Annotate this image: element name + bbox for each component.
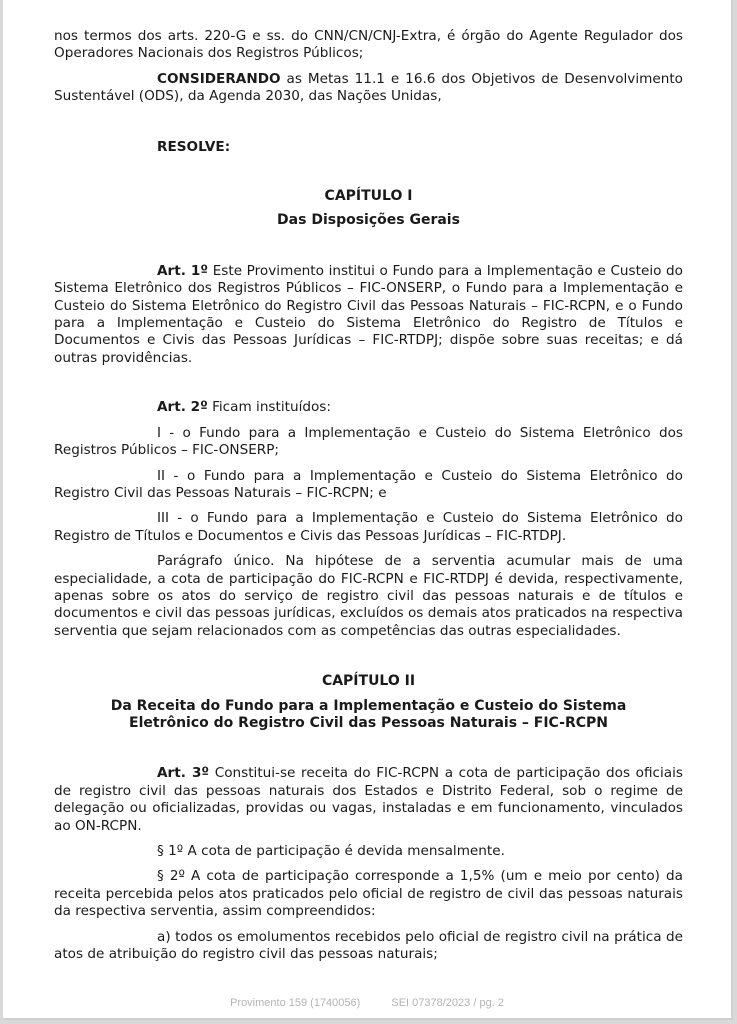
art3-text: Constitui-se receita do FIC-RCPN a cota de participação dos oficiais de registro civil das pessoas naturais dos Estados e Distrito Federal, sob o regime de delegação ou oficializadas, providas ou vagas, instaladas e em funcionamento, vinculados ao ON-RCPN. [54,765,684,834]
art3-paragraph [54,765,683,835]
art3-item-a: a) todos os emolumentos recebidos pelo oficial de registro civil na prática de atos de atribuição do registro civil das pessoas naturais; [54,928,683,963]
chapter1-subtitle: Das Disposições Gerais [277,212,460,229]
page-footer [3,997,731,1009]
art3-label: Art. 3º [157,765,210,782]
art1-label: Art. 1º [157,262,209,279]
footer-doc-ref: Provimento 159 (1740056) [230,997,361,1009]
art2-item-2: II - o Fundo para a Implementação e Custeio do Sistema Eletrônico do Registro Civil das Pessoas Naturais – FIC-RCPN; e [54,467,683,501]
intro-paragraph: nos termos dos arts. 220-G e ss. do CNN/CN/CNJ-Extra, é órgão do Agente Regulador dos Operadores Nacionais dos Registros Públicos; [54,28,683,62]
chapter1-title: CAPÍTULO I [324,188,413,205]
art2-label: Art. 2º [157,399,208,416]
footer-sei-ref: SEI 07378/2023 / pg. 2 [391,997,504,1009]
art2-paragraph [54,399,683,416]
considerando-text: as Metas 11.1 e 16.6 dos Objetivos de Desenvolvimento Sustentável (ODS), da Agenda 2030, das Nações Unidas, [54,70,683,105]
document-body [54,28,683,963]
art3-paragraph-2: § 2º A cota de participação corresponde a 1,5% (um e meio por cento) da receita percebida pelos atos praticados pelo oficial de registro de civil das pessoas naturais da respectiva serventia, assim compreendidos: [54,868,683,920]
art1-paragraph [54,263,683,367]
art2-item-3: III - o Fundo para a Implementação e Custeio do Sistema Eletrônico do Registro de Títulos e Documentos e Civis das Pessoas Jurídicas – FIC-RTDPJ. [54,510,683,544]
chapter2-subtitle-line2: Eletrônico do Registro Civil das Pessoas Naturais – FIC-RCPN [129,714,608,731]
art1-text: Este Provimento institui o Fundo para a Implementação e Custeio do Sistema Eletrônico dos Registros Públicos – FIC-ONSERP, o Fundo para a Implementação e Custeio do Sistema Eletrônico do Registro Civil das Pessoas Naturais – FIC-RCPN, e o Fundo para a Implementação e Custeio do Sistema Eletrônico do Registro de Títulos e Documentos e Civis das Pessoas Jurídicas – FIC-RTDPJ; dispõe sobre suas receitas; e dá outras providências. [54,262,683,366]
art2-paragrafo-unico: Parágrafo único. Na hipótese de a serventia acumular mais de uma especialidade, a cota de participação do FIC-RCPN e FIC-RTDPJ é devida, respectivamente, apenas sobre os atos do serviço de registro civil das pessoas naturais e de títulos e documentos e civil das pessoas jurídicas, excluídos os demais atos praticados na respectiva serventia que sejam relacionados com as competências das outras especialidades. [54,553,683,639]
document-page [3,0,733,1020]
chapter2-title: CAPÍTULO II [321,673,416,690]
chapter2-subtitle-line1: Da Receita do Fundo para a Implementação e Custeio do Sistema [110,697,627,714]
resolve-heading: RESOLVE: [157,138,231,155]
considerando-label: CONSIDERANDO [157,70,281,87]
art2-item-1: I - o Fundo para a Implementação e Custeio do Sistema Eletrônico dos Registros Públicos – FIC-ONSERP; [54,424,683,459]
considerando-paragraph [54,71,683,106]
art3-paragraph-1: § 1º A cota de participação é devida mensalmente. [157,843,505,859]
art2-text: Ficam instituídos: [207,399,331,416]
